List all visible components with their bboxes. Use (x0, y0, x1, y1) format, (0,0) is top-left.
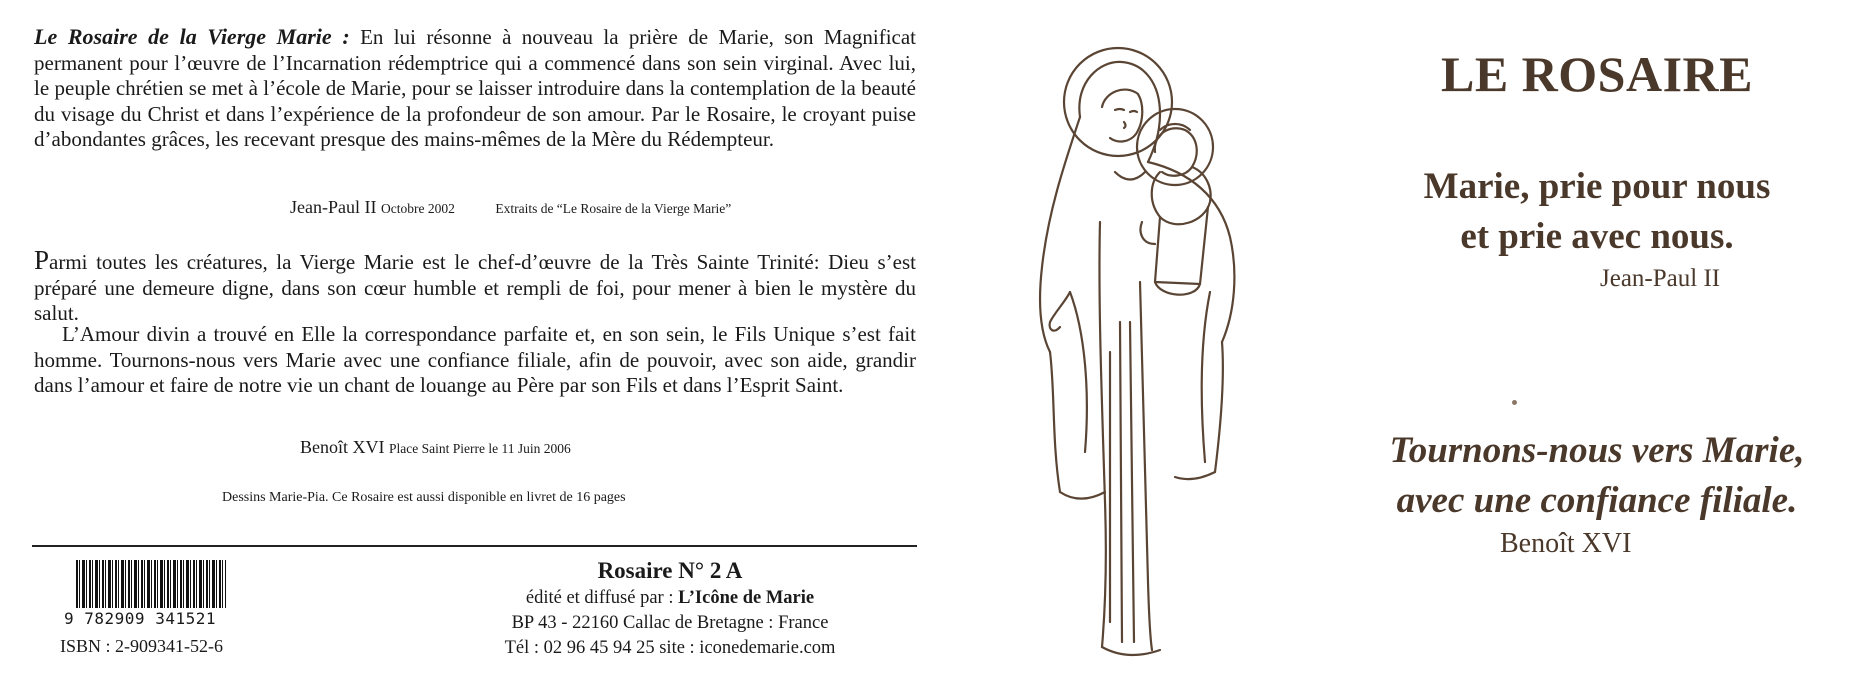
attribution-author: Jean-Paul II (290, 197, 377, 217)
publisher-line (460, 586, 880, 611)
quote-author: Benoît XVI (1500, 528, 1632, 559)
imprint-block (460, 556, 880, 661)
isbn: ISBN : 2-909341-52-6 (60, 636, 223, 656)
attribution-extract: Extraits de “Le Rosaire de la Vierge Marie” (495, 201, 732, 216)
publisher-name: L’Icône de Marie (678, 588, 815, 608)
attribution-date: Octobre 2002 (380, 201, 455, 216)
publisher-contact: Tél : 02 96 45 94 25 site : iconedemarie.com (504, 638, 836, 658)
dot-mark (1512, 400, 1517, 405)
quote-jean-paul (1330, 162, 1864, 262)
divider (32, 545, 917, 547)
paragraph-title: Le Rosaire de la Vierge Marie : (34, 24, 350, 49)
rosaire-paragraph (34, 24, 916, 153)
left-panel (0, 0, 930, 674)
quote-line: avec une confiance filiale. (1396, 480, 1798, 521)
cover-title: LE ROSAIRE (1440, 46, 1754, 102)
publisher-prefix: édité et diffusé par : (525, 588, 679, 608)
amour-divin-paragraph (34, 322, 916, 399)
rosaire-number: Rosaire N° 2 A (597, 558, 743, 583)
trinity-paragraph (34, 245, 916, 327)
virgin-and-child-illustration (1010, 22, 1280, 662)
quote-author: Jean-Paul II (1600, 265, 1721, 292)
right-panel (1330, 0, 1864, 674)
quote-benoit (1330, 426, 1864, 526)
attribution-author: Benoît XVI (300, 437, 385, 457)
credits-line: Dessins Marie-Pia. Ce Rosaire est aussi disponible en livret de 16 pages (222, 490, 626, 505)
barcode-digits: 9 782909 341521 (64, 609, 216, 628)
paragraph-body: armi toutes les créatures, la Vierge Marie est le chef-d’œuvre de la Très Sainte Trinité: Dieu s’est préparé une demeure digne, dans son cœur humble et rempli de foi, pour mener à bien le mystère du salut. (34, 250, 916, 325)
paragraph-body: En lui résonne à nouveau la prière de Marie, son Magnificat permanent pour l’œuvre de l’Incarnation rédemptrice qui a commencé dans son sein virginal. Avec lui, le peuple chrétien se met à l’école de Marie, pour se laisser introduire dans la contemplation de la beauté du visage du Christ et dans l’expérience de la profondeur de son amour. Par le Rosaire, le croyant puise d’abondantes grâces, les recevant presque des mains-mêmes de la Mère du Rédempteur. (34, 25, 917, 151)
attribution-place-date: Place Saint Pierre le 11 Juin 2006 (389, 441, 571, 456)
publisher-address: BP 43 - 22160 Callac de Bretagne : France (511, 613, 829, 633)
attribution-benoit (300, 437, 571, 458)
quote-line: Tournons-nous vers Marie, (1389, 430, 1805, 471)
drop-cap: P (34, 245, 50, 275)
quote-line: Marie, prie pour nous (1423, 166, 1771, 207)
paragraph-body: L’Amour divin a trouvé en Elle la correspondance parfaite et, en son sein, le Fils Unique s’est fait homme. Tournons-nous vers Marie avec une confiance filiale, afin de pouvoir, avec son aide, grandir dans l’amour et faire de notre vie un chant de louange au Père par son Fils et dans l’Esprit Saint. (34, 322, 916, 397)
attribution-jean-paul (290, 197, 731, 218)
quote-line: et prie avec nous. (1460, 216, 1734, 257)
barcode-icon (76, 560, 226, 608)
